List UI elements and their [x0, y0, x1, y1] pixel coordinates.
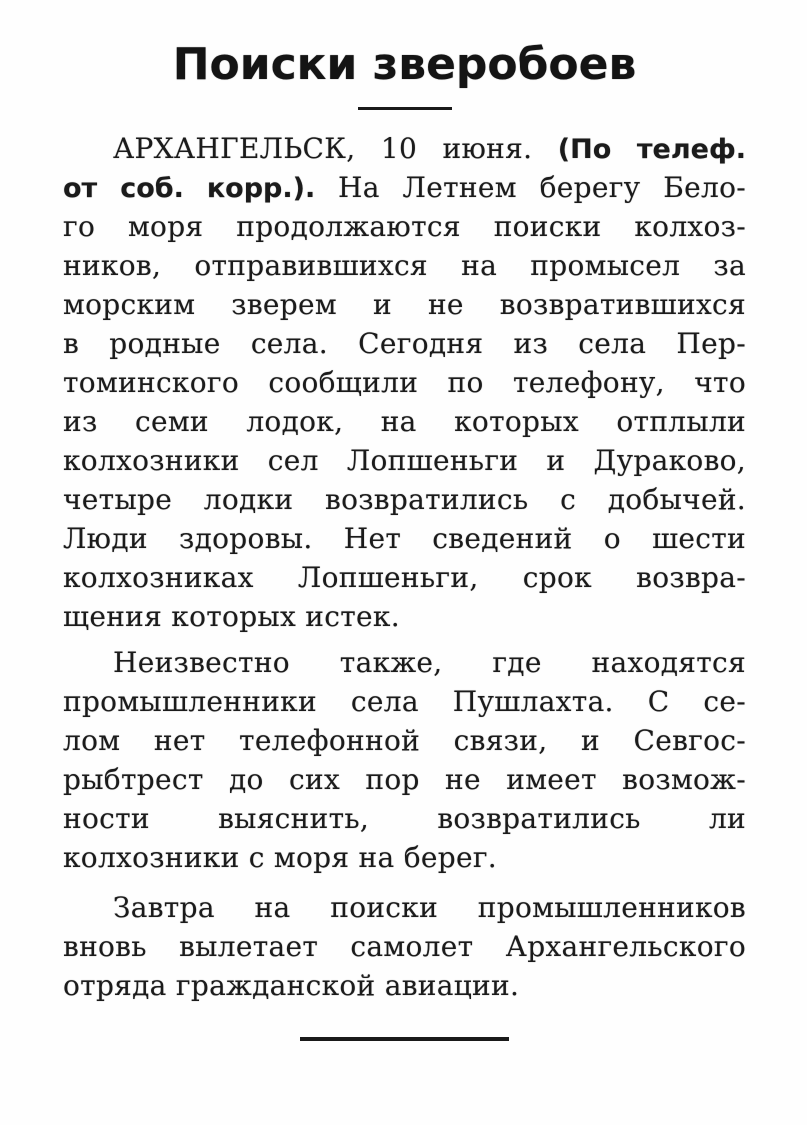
text-line: отряда гражданской авиации. — [63, 969, 520, 1002]
article-column — [63, 40, 746, 1041]
text-line — [63, 129, 746, 168]
text-line — [63, 168, 746, 207]
text-line: колхозники сел Лопшеньги и Дураково, — [63, 444, 746, 477]
text-line: Неизвестно также, где находятся — [113, 646, 746, 679]
text-line: го моря продолжаются поиски колхоз- — [63, 210, 746, 243]
text-line: вновь вылетает самолет Архангельского — [63, 930, 746, 963]
text-line: из семи лодок, на которых отплыли — [63, 405, 746, 438]
text-line: ности выяснить, возвратились ли — [63, 802, 746, 835]
text-line: рыбтрест до сих пор не имеет возмож- — [63, 763, 746, 796]
end-divider — [300, 1037, 509, 1041]
paragraph-1 — [63, 129, 746, 636]
text-line: щения которых истек. — [63, 600, 400, 633]
text-line: Завтра на поиски промышленников — [113, 891, 746, 924]
title-divider — [358, 107, 452, 110]
paragraph-2 — [63, 643, 746, 877]
text-line: Люди здоровы. Нет сведений о шести — [63, 522, 746, 555]
byline-bold-text: (По телеф. — [557, 134, 746, 165]
dateline-text: АРХАНГЕЛЬСК, 10 июня. — [113, 132, 533, 165]
text-line: четыре лодки возвратились с добычей. — [63, 483, 746, 516]
article-title: Поиски зверобоев — [172, 39, 637, 90]
text-line: морским зверем и не возвратившихся — [63, 288, 746, 321]
text-line: колхозниках Лопшеньги, срок возвра- — [63, 561, 746, 594]
text-line: в родные села. Сегодня из села Пер- — [63, 327, 746, 360]
paragraph-3 — [63, 888, 746, 1005]
text-line: колхозники с моря на берег. — [63, 841, 498, 874]
text-line: томинского сообщили по телефону, что — [63, 366, 746, 399]
text-line: лом нет телефонной связи, и Севгос- — [63, 724, 746, 757]
byline-bold-text: от соб. корр.). — [63, 173, 316, 204]
text-line: промышленники села Пушлахта. С се- — [63, 685, 746, 718]
body-text: На Летнем берегу Бело- — [338, 171, 746, 204]
text-line: ников, отправившихся на промысел за — [63, 249, 746, 282]
